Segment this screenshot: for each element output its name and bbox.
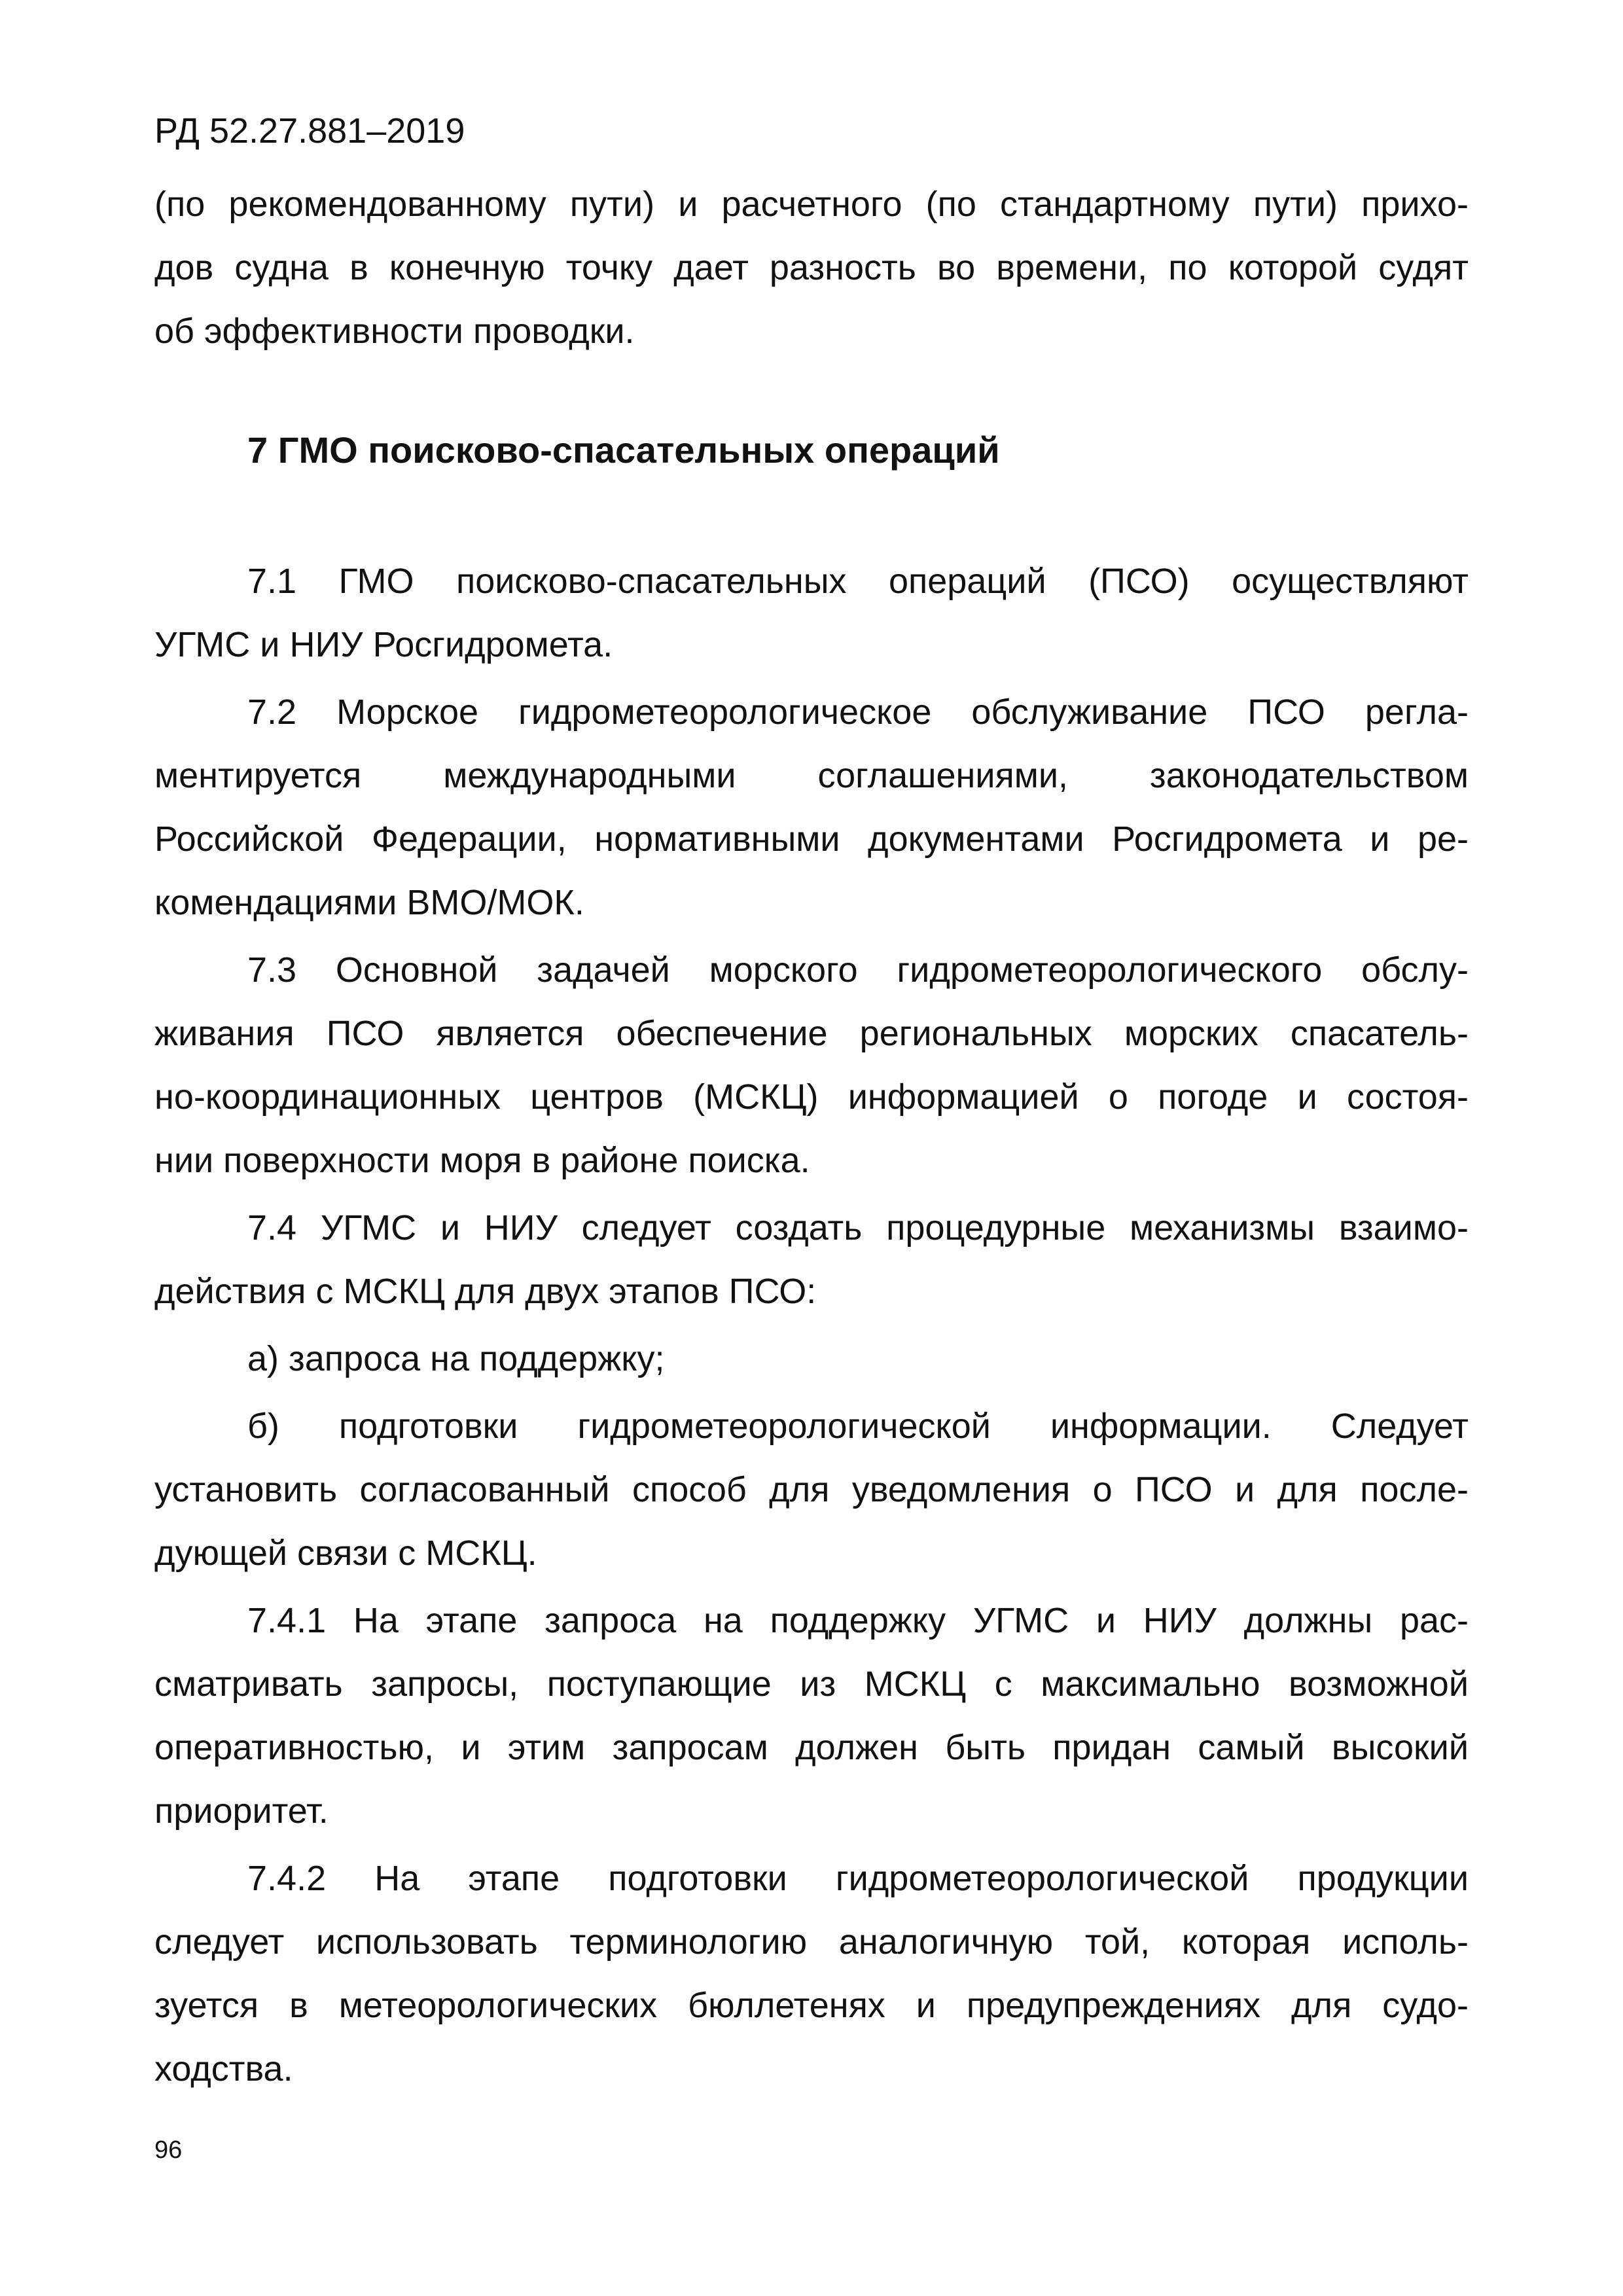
text-line: 7.4 УГМС и НИУ следует создать процедурные механизмы взаимо-	[247, 1208, 1469, 1247]
text-line: УГМС и НИУ Росгидромета.	[154, 625, 613, 664]
text-line: но-координационных центров (МСКЦ) информацией о погоде и состоя-	[154, 1077, 1469, 1117]
section-heading: 7 ГМО поисково-спасательных операций	[247, 429, 1000, 471]
text-line: 7.2 Морское гидрометеорологическое обслуживание ПСО регла-	[247, 692, 1469, 732]
text-line: 7.3 Основной задачей морского гидрометеорологического обслу-	[247, 950, 1469, 990]
text-line: 7.4.1 На этапе запроса на поддержку УГМС и НИУ должны рас-	[247, 1601, 1469, 1640]
intro-paragraph	[154, 173, 1469, 363]
paragraph-7-1	[154, 550, 1469, 677]
text-line: живания ПСО является обеспечение региональных морских спасатель-	[154, 1014, 1469, 1053]
paragraph-7-2	[154, 681, 1469, 935]
text-line: ментируется международными соглашениями, законодательством	[154, 756, 1469, 795]
text-line: дующей связи с МСКЦ.	[154, 1534, 537, 1573]
text-line: ходства.	[154, 2049, 293, 2089]
text-line: б) подготовки гидрометеорологической информации. Следует	[247, 1407, 1469, 1446]
text-line: следует использовать терминологию аналогичную той, которая исполь-	[154, 1922, 1469, 1962]
paragraph-item-a	[154, 1327, 1469, 1391]
text-line: установить согласованный способ для уведомления о ПСО и для после-	[154, 1470, 1469, 1509]
text-line: зуется в метеорологических бюллетенях и предупреждениях для судо-	[154, 1986, 1469, 2025]
text-line: а) запроса на поддержку;	[247, 1339, 665, 1378]
document-code: РД 52.27.881–2019	[154, 111, 465, 151]
page-number: 96	[154, 2136, 183, 2164]
section-body	[154, 550, 1469, 2105]
text-line: нии поверхности моря в районе поиска.	[154, 1141, 810, 1180]
paragraph-7-4-1	[154, 1589, 1469, 1843]
paragraph-7-3	[154, 939, 1469, 1193]
text-line: дов судна в конечную точку дает разность во времени, по которой судят	[154, 248, 1469, 287]
text-line: 7.4.2 На этапе подготовки гидрометеорологической продукции	[247, 1859, 1469, 1898]
paragraph-item-b	[154, 1395, 1469, 1585]
text-line: действия с МСКЦ для двух этапов ПСО:	[154, 1272, 817, 1311]
text-line: сматривать запросы, поступающие из МСКЦ с максимально возможной	[154, 1664, 1469, 1704]
text-line: приоритет.	[154, 1791, 329, 1831]
text-line: (по рекомендованному пути) и расчетного (по стандартному пути) прихо-	[154, 185, 1469, 224]
text-line: оперативностью, и этим запросам должен быть придан самый высокий	[154, 1728, 1469, 1767]
paragraph-7-4	[154, 1196, 1469, 1323]
paragraph-7-4-2	[154, 1847, 1469, 2101]
text-line: комендациями ВМО/МОК.	[154, 883, 584, 922]
text-line: об эффективности проводки.	[154, 312, 635, 351]
text-line: 7.1 ГМО поисково-спасательных операций (ПСО) осуществляют	[247, 562, 1469, 601]
text-line: Российской Федерации, нормативными документами Росгидромета и ре-	[154, 819, 1469, 859]
